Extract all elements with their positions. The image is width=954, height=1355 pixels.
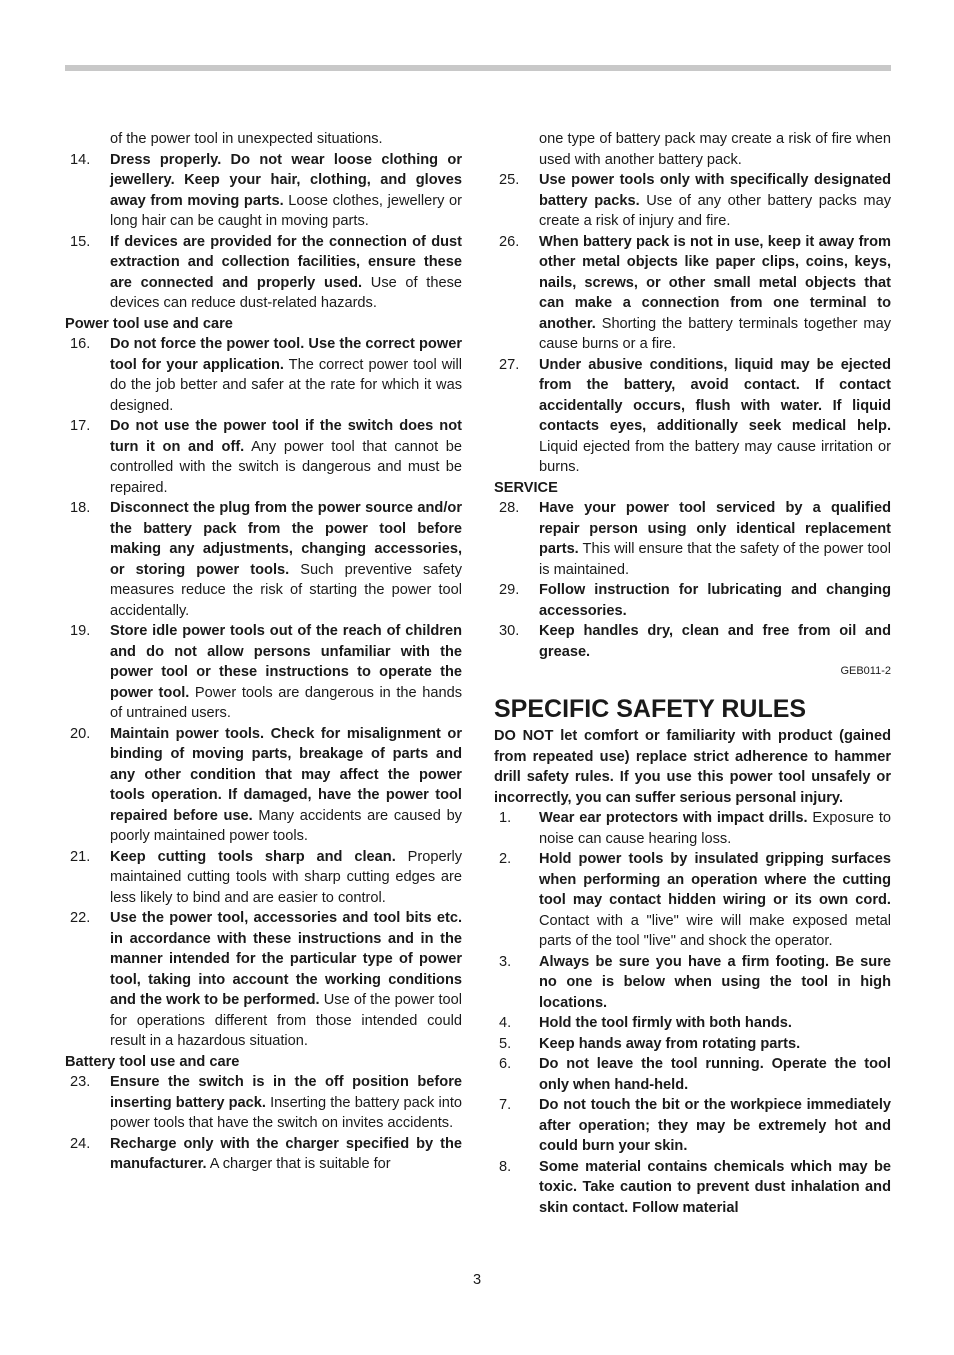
item-number: 19.: [70, 623, 91, 639]
item-list: [494, 170, 891, 478]
list-item: [65, 724, 462, 847]
list-item: [65, 150, 462, 232]
item-bold-text: Disconnect the plug from the power source and/or the battery pack from the power tool before making any adjustments, changing accessories, or storing power tools.: [110, 500, 462, 578]
item-body: [539, 170, 891, 232]
item-list: [65, 150, 462, 314]
item-bold-text: Keep handles dry, clean and free from oil and grease.: [539, 623, 891, 660]
list-item: [494, 498, 891, 580]
item-list: [65, 1072, 462, 1175]
document-code: GEB011-2: [840, 665, 891, 677]
item-bold-text: Use power tools only with specifically designated battery packs.: [539, 172, 891, 209]
list-item: [494, 1095, 891, 1157]
item-number: 18.: [70, 500, 91, 516]
list-item: [494, 355, 891, 478]
list-item: [65, 232, 462, 314]
item-bold-text: Do not touch the bit or the workpiece immediately after operation; they may be extremely hot and could burn your skin.: [539, 1097, 891, 1154]
item-body: [539, 1034, 891, 1055]
list-item: [494, 1054, 891, 1095]
item-text: Use of these devices can reduce dust-related hazards.: [110, 274, 462, 311]
item-bold-text: Hold power tools by insulated gripping surfaces when performing an operation where the cutting tool may contact hidden wiring or its own cord.: [539, 851, 891, 908]
item-body: [110, 334, 462, 416]
item-body: [539, 1157, 891, 1219]
item-body: [539, 808, 891, 849]
item-body: [539, 355, 891, 478]
item-number: 26.: [499, 233, 520, 250]
item-text: Use of any other battery packs may create a risk of injury and fire.: [539, 192, 891, 229]
item-bold-text: Some material contains chemicals which may be toxic. Take caution to prevent dust inhalation and skin contact. Follow material: [539, 1158, 891, 1216]
item-number: 8.: [499, 1158, 512, 1175]
list-item: [494, 232, 891, 355]
item-body: [110, 847, 462, 909]
item-number: 20.: [70, 725, 91, 742]
list-item: [65, 1072, 462, 1134]
item-bold-text: Keep hands away from rotating parts.: [539, 1035, 801, 1052]
item-text: Contact with a "live" wire will make exposed metal parts of the tool "live" and shock the operator.: [539, 912, 891, 949]
item-number: 4.: [499, 1015, 512, 1031]
item-bold-text: Do not force the power tool. Use the correct power tool for your application.: [110, 336, 462, 373]
item-text: Inserting the battery pack into power tools that have the switch on invites accidents.: [110, 1094, 462, 1131]
item-bold-text: Hold the tool firmly with both hands.: [539, 1015, 792, 1031]
list-item: [494, 1013, 891, 1034]
item-body: [539, 621, 891, 662]
intro-paragraph: DO NOT let comfort or familiarity with product (gained from repeated use) replace strict adherence to hammer drill safety rules. If you use this power tool unsafely or incorrectly, you can suffer serious personal injury.: [494, 728, 891, 806]
list-item: [65, 334, 462, 416]
item-bold-text: Ensure the switch is in the off position before inserting battery pack.: [110, 1074, 462, 1111]
item-body: [110, 724, 462, 847]
item-number: 2.: [499, 851, 512, 867]
item-number: 7.: [499, 1097, 512, 1113]
list-item: [65, 498, 462, 621]
item-number: 3.: [499, 953, 512, 970]
item-body: [539, 952, 891, 1014]
item-number: 24.: [70, 1135, 91, 1152]
item-text: The correct power tool will do the job better and safer at the rate for which it was designed.: [110, 356, 462, 414]
section-title: SPECIFIC SAFETY RULES: [494, 695, 807, 723]
item-text: Any power tool that cannot be controlled with the switch is dangerous and must be repaired.: [110, 438, 463, 496]
list-item: [494, 952, 891, 1014]
item-text: Liquid ejected from the battery may cause irritation or burns.: [539, 438, 891, 475]
item-text: Exposure to noise can cause hearing loss.: [539, 810, 891, 847]
list-item: [494, 1034, 891, 1055]
item-body: [110, 232, 462, 314]
list-item: [494, 170, 891, 232]
list-item: [65, 908, 462, 1052]
list-item: [494, 621, 891, 662]
list-item: [494, 580, 891, 621]
item-bold-text: Keep cutting tools sharp and clean.: [110, 848, 396, 865]
item-body: [539, 849, 891, 952]
item-body: [110, 908, 462, 1052]
item-text: Such preventive safety measures reduce the risk of starting the power tool accidentally.: [110, 561, 462, 619]
item-body: [539, 498, 891, 580]
item-number: 6.: [499, 1056, 512, 1072]
item-number: 16.: [70, 336, 91, 352]
item-list: [494, 498, 891, 662]
section-heading-service: SERVICE: [494, 479, 558, 496]
item-number: 14.: [70, 151, 91, 168]
item-list: [494, 808, 891, 1218]
right-column: [494, 129, 891, 1218]
item-body: [110, 1134, 462, 1175]
item-number: 28.: [499, 500, 520, 516]
list-item: [494, 808, 891, 849]
item-text: Loose clothes, jewellery or long hair can be caught in moving parts.: [110, 192, 462, 229]
item-number: 23.: [70, 1074, 91, 1090]
header-rule: [65, 65, 891, 71]
item-body: [539, 1054, 891, 1095]
item-text: Use of the power tool for operations different from those intended could result in a hazardous situation.: [110, 992, 463, 1049]
item-bold-text: Do not leave the tool running. Operate the tool only when hand-held.: [539, 1056, 891, 1093]
item-body: [539, 232, 891, 355]
item-bold-text: Have your power tool serviced by a qualified repair person using only identical replacement parts.: [539, 500, 891, 557]
item-bold-text: Wear ear protectors with impact drills.: [539, 810, 808, 826]
item-number: 15.: [70, 233, 91, 250]
item-number: 17.: [70, 418, 91, 434]
item-body: [539, 580, 891, 621]
item-bold-text: Follow instruction for lubricating and changing accessories.: [539, 582, 891, 619]
item-text: This will ensure that the safety of the power tool is maintained.: [539, 541, 891, 578]
item-text: Shorting the battery terminals together may cause burns or a fire.: [539, 315, 891, 352]
item-bold-text: Under abusive conditions, liquid may be ejected from the battery, avoid contact. If contact accidentally occurs, flush with water. If liquid contacts eyes, additionally seek medical help.: [539, 356, 891, 434]
item-text: Power tools are dangerous in the hands of untrained users.: [110, 684, 462, 721]
section-heading-battery-tool: Battery tool use and care: [65, 1053, 240, 1070]
item-list: [65, 334, 462, 1052]
item-number: 5.: [499, 1035, 512, 1052]
item-number: 22.: [70, 910, 91, 926]
item-number: 21.: [70, 848, 91, 865]
item-number: 30.: [499, 623, 520, 639]
list-item: [494, 1157, 891, 1219]
item-text: A charger that is suitable for: [206, 1156, 391, 1172]
continuation-text: one type of battery pack may create a risk of fire when used with another battery pack.: [539, 131, 891, 168]
item-text: Properly maintained cutting tools with sharp cutting edges are less likely to bind and are easier to control.: [110, 848, 462, 906]
list-item: [65, 1134, 462, 1175]
item-bold-text: Maintain power tools. Check for misalignment or binding of moving parts, breakage of parts and any other condition that may affect the power tools operation. If damaged, have the power tool repaired before use.: [110, 725, 462, 824]
item-body: [110, 621, 462, 724]
item-number: 1.: [499, 810, 512, 826]
list-item: [65, 416, 462, 498]
item-body: [539, 1013, 891, 1034]
list-item: [494, 849, 891, 952]
item-bold-text: Do not use the power tool if the switch does not turn it on and off.: [110, 418, 462, 455]
page-number: 3: [472, 1272, 482, 1288]
item-body: [110, 498, 462, 621]
item-number: 25.: [499, 172, 520, 188]
list-item: [65, 621, 462, 724]
item-bold-text: When battery pack is not in use, keep it away from other metal objects like paper clips, coins, keys, nails, screws, or other small metal objects that can make a connection from one terminal to another.: [539, 233, 891, 332]
left-column: [65, 129, 462, 1175]
item-number: 29.: [499, 582, 520, 598]
item-bold-text: Use the power tool, accessories and tool bits etc. in accordance with these instructions and in the manner intended for the particular type of power tool, taking into account the working conditions and the work to be performed.: [110, 910, 462, 1008]
item-number: 27.: [499, 356, 520, 373]
section-heading-power-tool: Power tool use and care: [65, 315, 233, 332]
item-body: [110, 416, 462, 498]
item-body: [110, 150, 462, 232]
item-text: Many accidents are caused by poorly maintained power tools.: [110, 807, 462, 844]
item-bold-text: Dress properly. Do not wear loose clothing or jewellery. Keep your hair, clothing, and gloves away from moving parts.: [110, 151, 462, 209]
item-bold-text: If devices are provided for the connection of dust extraction and collection facilities, ensure these are connected and properly used.: [110, 233, 462, 291]
list-item: [65, 847, 462, 909]
item-body: [110, 1072, 462, 1134]
item-body: [539, 1095, 891, 1157]
item-bold-text: Recharge only with the charger specified by the manufacturer.: [110, 1135, 462, 1172]
item-bold-text: Store idle power tools out of the reach of children and do not allow persons unfamiliar with the power tool or these instructions to operate the power tool.: [110, 623, 462, 701]
item-bold-text: Always be sure you have a firm footing. Be sure no one is below when using the tool in high locations.: [539, 953, 891, 1011]
continuation-text: of the power tool in unexpected situations.: [110, 131, 383, 147]
